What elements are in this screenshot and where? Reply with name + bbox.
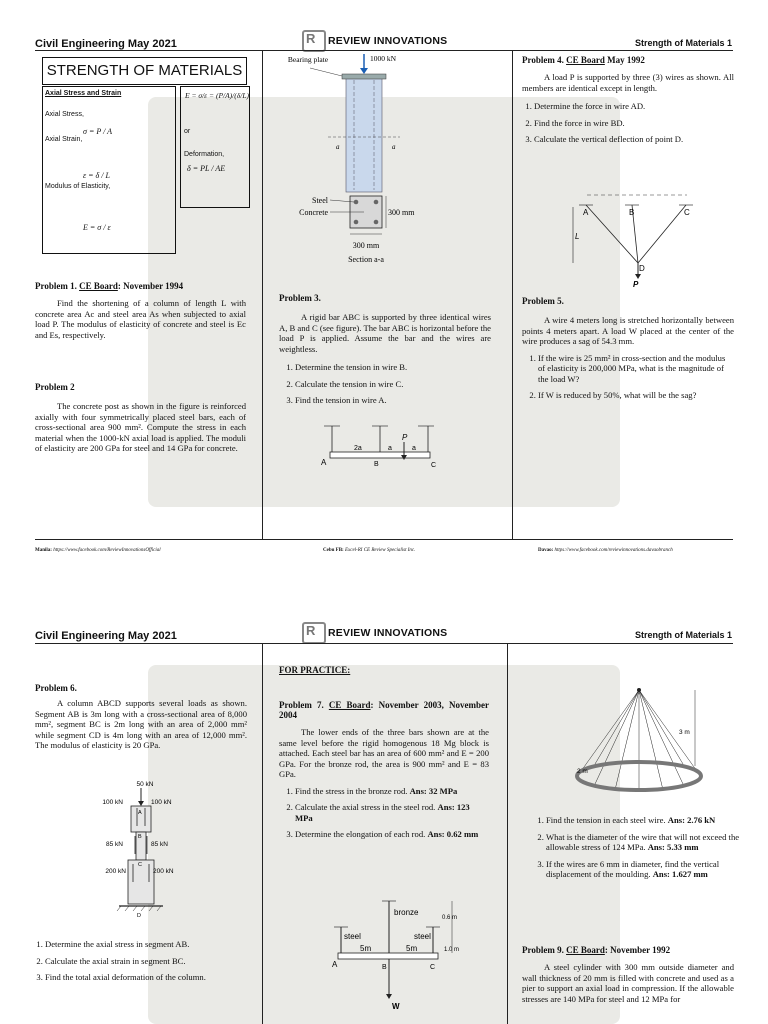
problem-5	[522, 296, 734, 407]
figure-conical-wires	[575, 680, 715, 805]
header-rule	[35, 643, 733, 644]
list-item: 1. Find the stress in the bronze rod. Ans: 32 MPa	[295, 786, 489, 797]
logo-icon: R	[302, 30, 326, 52]
post	[346, 77, 382, 192]
problem-1-text: Find the shortening of a column of length L with concrete area Ac and steel area As when subjected to axial load P. The modulus of elasticity of concrete and steel is Ec and Es, respectively.	[35, 298, 246, 340]
problem-7-text: The lower ends of the three bars shown are at the same level before the rigid homogenous 18 Mg block is attached. Each steel bar has an area of 600 mm² and E = 200 GPa. For the bronze rod, the area is 900 mm² and E = 83 GPa.	[279, 727, 489, 779]
list-item: 2. What is the diameter of the wire that will not exceed the allowable stress of 124 MPa. Ans: 5.33 mm	[546, 832, 751, 853]
list-item: 3. Determine the elongation of each rod. Ans: 0.62 mm	[295, 829, 489, 840]
header-rule	[35, 50, 733, 51]
concrete-label: Concrete	[299, 208, 328, 217]
modulus-label: Modulus of Elasticity,	[45, 183, 111, 190]
problem-2	[35, 382, 246, 454]
problem-5-list	[522, 353, 734, 401]
problem-6	[35, 683, 247, 751]
bronze-label: bronze	[394, 908, 419, 917]
height-label: 3 m	[679, 729, 690, 736]
formula-box	[42, 86, 176, 254]
header-right: Strength of Materials 1	[634, 630, 732, 640]
list-item: 1. Find the tension in each steel wire. Ans: 2.76 kN	[546, 815, 751, 826]
label-A: A	[332, 960, 338, 969]
dim-horizontal: 300 mm	[352, 241, 380, 250]
label-B: B	[629, 208, 635, 217]
or-label: or	[184, 128, 191, 135]
problem-6-list	[35, 939, 245, 989]
problem-1	[35, 281, 246, 340]
column-divider	[507, 644, 508, 1024]
problem-3-title: Problem 3.	[279, 293, 321, 303]
label-P: P	[633, 280, 639, 289]
footer-davao: Davao: https://www.facebook.com/reviewinnovations.davaobranch	[538, 548, 673, 553]
rigid-bar	[330, 452, 430, 458]
label-B: B	[138, 834, 142, 840]
load-label: 200 kN	[105, 868, 126, 875]
steel-bar	[354, 220, 359, 225]
problem-9-text: A steel cylinder with 300 mm outside diameter and wall thickness of 20 mm is filled with concrete and used as a pier to support an axial load in compression. If the allowable stresses are 140 MPa for steel and 12 MPa for	[522, 962, 734, 1004]
problem-3-list	[279, 362, 491, 406]
problem-6-title: Problem 6.	[35, 683, 77, 693]
problem-4-title: Problem 4. CE Board May 1992	[522, 55, 645, 65]
modulus-equation: E = σ / ε	[83, 223, 111, 232]
label-C: C	[138, 862, 142, 868]
strain-equation: ε = δ / L	[83, 171, 110, 180]
label-B: B	[374, 461, 379, 468]
problem-4	[522, 55, 734, 151]
header-logo: R REVIEW INNOVATIONS	[302, 30, 447, 52]
label-D: D	[137, 913, 141, 918]
modulus-full-equation: E = σ/ε = (P/A)/(δ/L)	[185, 91, 250, 100]
footer-manila: Manila: https://www.facebook.com/ReviewInnovationsOfficial	[35, 548, 161, 553]
load-arrowhead	[360, 68, 368, 74]
figure-column-abcd	[95, 778, 195, 918]
steel-label: steel	[344, 932, 361, 941]
steel-bar	[374, 200, 379, 205]
formula-box-2	[180, 86, 250, 208]
top-load-label: 50 kN	[136, 781, 154, 788]
problem-9	[522, 945, 734, 1004]
list-item: 1. Determine the tension in wire B.	[295, 362, 491, 373]
footer-rule	[35, 539, 733, 540]
problem-7-title: Problem 7. CE Board: November 2003, November 2004	[279, 700, 489, 720]
load-label: 100 kN	[151, 799, 172, 806]
column-divider	[512, 51, 513, 539]
footer-cebu: Cebu FB: Excel-RI CE Review Specialist Inc.	[323, 548, 416, 553]
label-C: C	[431, 462, 437, 469]
label-C: C	[430, 964, 436, 971]
problem-3	[279, 293, 491, 412]
problem-4-text: A load P is supported by three (3) wires as shown. All members are identical except in length.	[522, 72, 734, 93]
problem-1-title: Problem 1. CE Board: November 1994	[35, 281, 184, 291]
label-C: C	[684, 208, 690, 217]
wire-cd	[638, 205, 686, 263]
span-label: 5m	[360, 944, 372, 953]
dim-a: a	[388, 445, 392, 452]
list-item: 2. If W is reduced by 50%, what will be the sag?	[538, 390, 734, 401]
problem-5-text: A wire 4 meters long is stretched horizontally between points 4 meters apart. A load W placed at the center of the wire produces a sag of 54.3 mm.	[522, 315, 734, 346]
problem-7	[279, 700, 489, 846]
list-item: 1. Determine the axial stress in segment AB.	[45, 939, 245, 950]
span-label: 5m	[406, 944, 418, 953]
list-item: 2. Calculate the axial stress in the steel rod. Ans: 123 MPa	[295, 802, 489, 823]
page-title: STRENGTH OF MATERIALS	[46, 62, 243, 79]
column-divider	[262, 644, 263, 1024]
load-label: 100 kN	[102, 799, 123, 806]
label-L: L	[575, 232, 580, 241]
bearing-plate-label: Bearing plate	[287, 55, 329, 64]
header-logo: R REVIEW INNOVATIONS	[302, 622, 447, 644]
figure-three-wires	[565, 185, 705, 290]
dim-label: 0.6 m	[442, 915, 458, 921]
load-label: 200 kN	[153, 868, 174, 875]
problem-7-list	[279, 786, 489, 840]
figure-rigid-bar	[318, 420, 443, 475]
stress-equation: σ = P / A	[83, 127, 113, 136]
label-A: A	[321, 458, 327, 467]
problem-8-list	[530, 815, 751, 886]
list-item: 2. Find the force in wire BD.	[534, 118, 734, 129]
steel-bar	[374, 220, 379, 225]
figure-three-bars	[330, 895, 480, 1015]
label-B: B	[382, 964, 387, 971]
problem-2-text: The concrete post as shown in the figure is reinforced axially with four symmetrically placed steel bars, each of cross-sectional area 900 mm². Compute the stress in each material when the 1000-kN axial load is applied. The moduli of elasticity are 200 GPa for steel and 14 GPa for concrete.	[35, 401, 246, 453]
problem-3-text: A rigid bar ABC is supported by three identical wires A, B and C (see figure). The bar ABC is horizontal before the load P is applied. Assume the bar and the wires are weightless.	[279, 312, 491, 354]
list-item: 2. Calculate the axial strain in segment BC.	[45, 956, 245, 967]
list-item: 3. Find the tension in wire A.	[295, 395, 491, 406]
dim-label: 1.0 m	[444, 947, 460, 953]
dim-vertical: 300 mm	[388, 208, 415, 217]
header-right: Strength of Materials 1	[634, 38, 732, 48]
section-mark-a: a	[336, 143, 340, 151]
problem-9-title: Problem 9. CE Board: November 1992	[522, 945, 671, 955]
list-item: 3. Find the total axial deformation of the column.	[45, 972, 245, 983]
load-label: 85 kN	[151, 841, 168, 848]
load-label: 85 kN	[106, 841, 123, 848]
list-item: 3. If the wires are 6 mm in diameter, find the vertical displacement of the moulding. Ans: 1.627 mm	[546, 859, 751, 880]
for-practice-heading: FOR PRACTICE:	[279, 665, 351, 675]
logo-icon: R	[302, 622, 326, 644]
problem-4-list	[522, 101, 734, 145]
section-mark-a: a	[392, 143, 396, 151]
load-label: P	[402, 433, 408, 442]
header-left: Civil Engineering May 2021	[35, 38, 177, 50]
deformation-equation: δ = PL / AE	[187, 164, 226, 173]
section-label: Section a-a	[348, 255, 384, 264]
axial-strain-label: Axial Strain,	[45, 136, 83, 143]
dim-2a: 2a	[354, 445, 362, 452]
label-A: A	[583, 208, 589, 217]
load-label: 1000 kN	[370, 54, 397, 63]
formula-section: Axial Stress and Strain	[45, 90, 122, 97]
deformation-label: Deformation,	[184, 151, 225, 158]
problem-6-text: A column ABCD supports several loads as shown. Segment AB is 3m long with a cross-sectional area of 8,000 mm², segment BC is 2m long with an area of 2,000 mm² while segment CD is 4m long with an area of 12,000 mm². The modulus of elasticity is 20 GPa.	[35, 698, 247, 750]
bearing-plate	[342, 74, 386, 79]
label-A: A	[138, 810, 142, 816]
axial-stress-label: Axial Stress,	[45, 111, 84, 118]
label-D: D	[639, 264, 645, 273]
title-box	[42, 57, 247, 85]
radius-label: 2 m	[577, 768, 588, 775]
list-item: 1. If the wire is 25 mm² in cross-section and the modulus of elasticity is 200,000 MPa, what is the magnitude of the load W?	[538, 353, 734, 385]
dim-a: a	[412, 445, 416, 452]
rigid-block	[338, 953, 438, 959]
label-W: W	[392, 1002, 400, 1011]
steel-bar	[354, 200, 359, 205]
problem-5-title: Problem 5.	[522, 296, 564, 306]
problem-2-title: Problem 2	[35, 382, 75, 392]
list-item: 1. Determine the force in wire AD.	[534, 101, 734, 112]
figure-concrete-post	[280, 52, 455, 272]
header-left: Civil Engineering May 2021	[35, 630, 177, 642]
steel-label: Steel	[312, 196, 328, 205]
column-divider	[262, 51, 263, 539]
steel-label: steel	[414, 932, 431, 941]
list-item: 3. Calculate the vertical deflection of point D.	[534, 134, 734, 145]
list-item: 2. Calculate the tension in wire C.	[295, 379, 491, 390]
